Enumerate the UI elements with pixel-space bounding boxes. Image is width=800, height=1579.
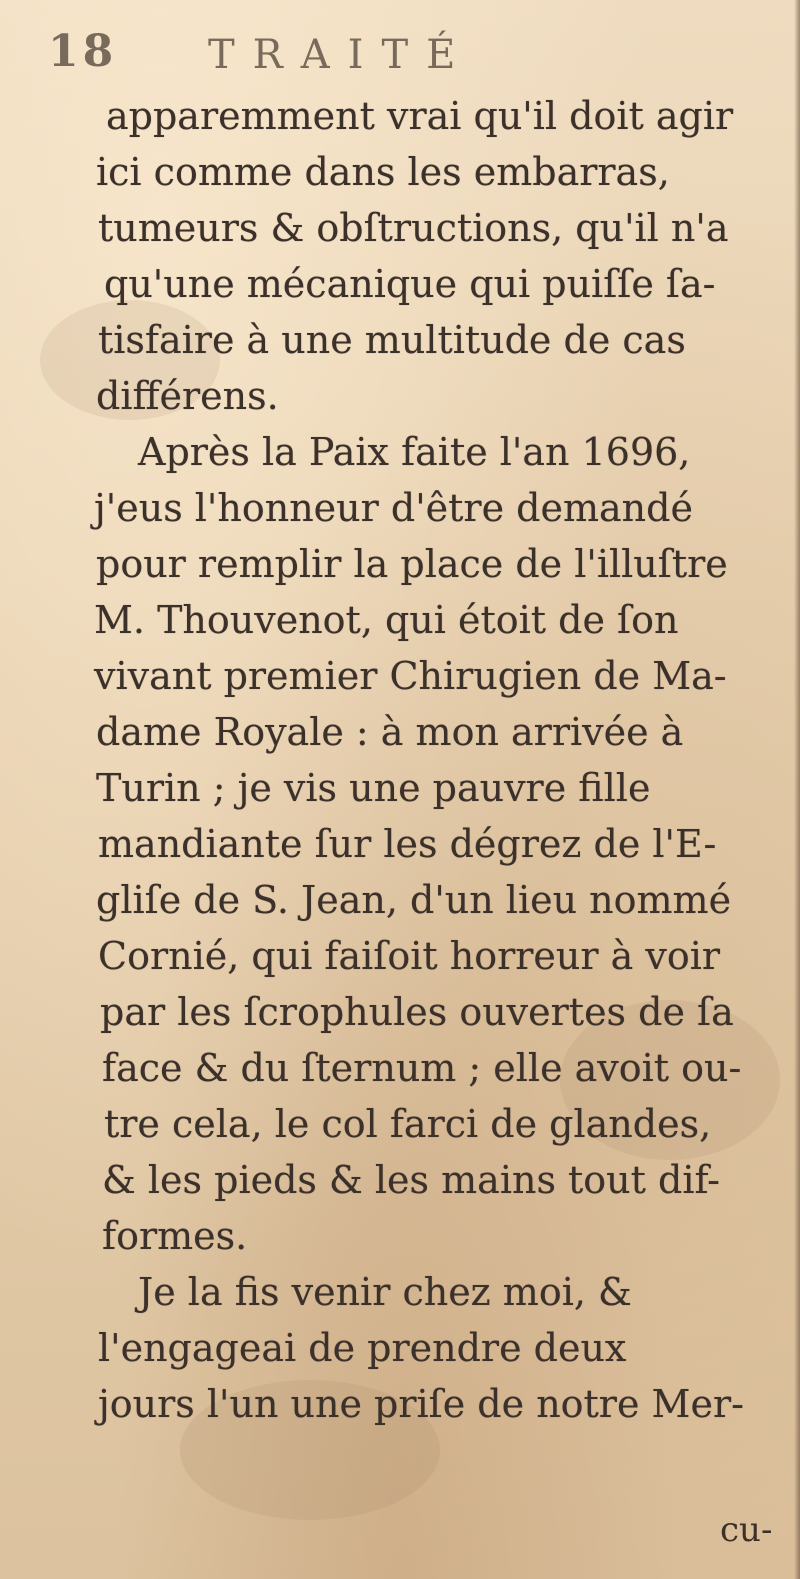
page-header	[38, 18, 738, 98]
page-number: 18	[48, 26, 118, 77]
text-line: formes.	[102, 1214, 248, 1258]
text-line: tre cela, le col farci de glandes,	[104, 1102, 712, 1146]
text-line: Après la Paix faite l'an 1696,	[138, 430, 691, 474]
text-line: dame Royale : à mon arrivée à	[96, 710, 684, 754]
text-line: vivant premier Chirugien de Ma-	[94, 654, 727, 698]
text-line: face & du ſternum ; elle avoit ou-	[102, 1046, 742, 1090]
text-line: apparemment vrai qu'il doit agir	[106, 94, 734, 138]
text-line: gliſe de S. Jean, d'un lieu nommé	[96, 878, 732, 922]
text-line: jours l'un une priſe de notre Mer-	[98, 1382, 744, 1426]
text-line: ici comme dans les embarras,	[96, 150, 670, 194]
paragraph	[100, 1264, 796, 1432]
text-line: Turin ; je vis une pauvre fille	[96, 766, 651, 810]
text-line: tumeurs & obſtructions, qu'il n'a	[98, 206, 729, 250]
text-line: Cornié, qui faiſoit horreur à voir	[98, 934, 721, 978]
paragraph	[96, 88, 796, 424]
text-line: par les ſcrophules ouvertes de ſa	[100, 990, 734, 1034]
catchword: cu-	[720, 1510, 773, 1550]
text-line: mandiante ſur les dégrez de l'E-	[98, 822, 717, 866]
running-head: TRAITÉ	[208, 32, 474, 78]
text-line: & les pieds & les mains tout dif-	[102, 1158, 721, 1202]
paragraph	[94, 424, 796, 1264]
text-line: l'engageai de prendre deux	[98, 1326, 627, 1370]
text-line: qu'une mécanique qui puiſſe ſa-	[104, 262, 716, 306]
text-line: différens.	[96, 374, 279, 418]
text-line: j'eus l'honneur d'être demandé	[94, 486, 693, 530]
page-edge	[794, 0, 800, 1579]
text-line: tisfaire à une multitude de cas	[98, 318, 686, 362]
body-text	[94, 88, 796, 1432]
text-line: pour remplir la place de l'illuſtre	[96, 542, 728, 586]
text-line: Je la fis venir chez moi, &	[138, 1270, 632, 1314]
text-line: M. Thouvenot, qui étoit de ſon	[94, 598, 679, 642]
